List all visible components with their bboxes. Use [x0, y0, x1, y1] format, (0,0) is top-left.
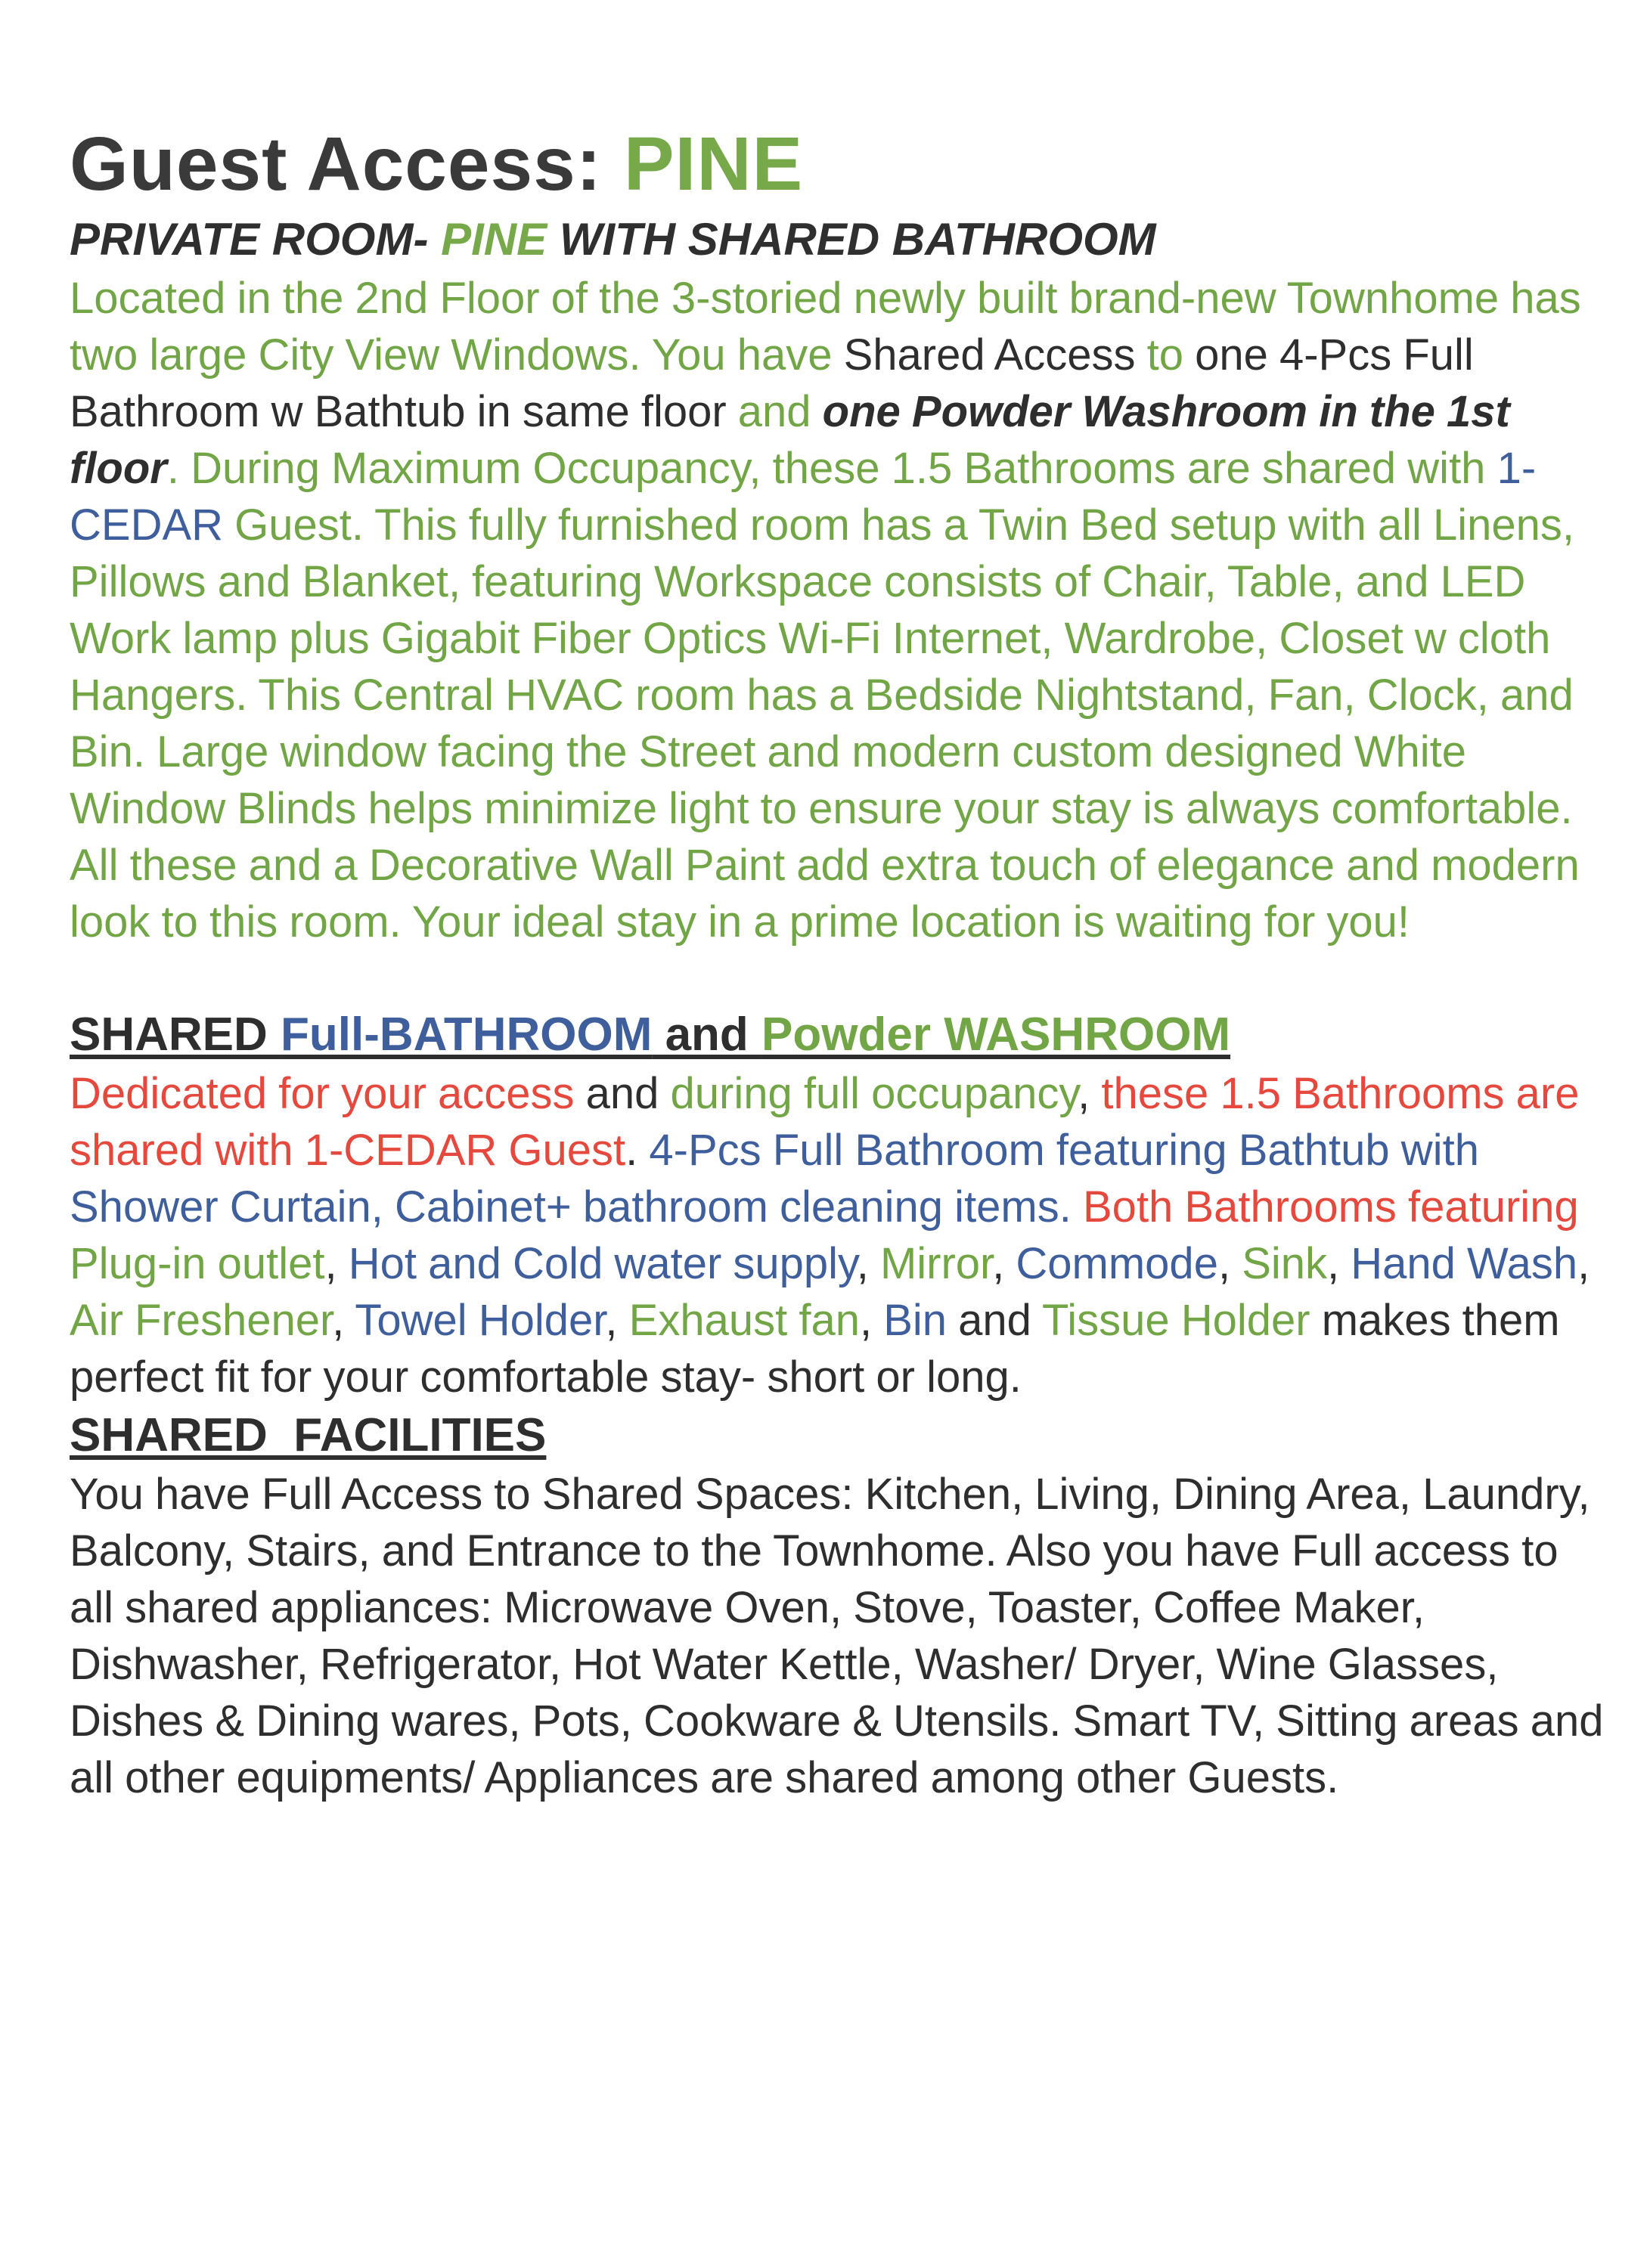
bath-text-18: , [1217, 1239, 1242, 1288]
subtitle-part-b: WITH SHARED BATHROOM [547, 214, 1156, 265]
bath-text-28: , [859, 1296, 884, 1345]
title-room-name: PINE [623, 122, 804, 206]
section-spacer [70, 950, 1605, 1005]
page-title [70, 121, 1605, 208]
intro-text-2: to [1135, 330, 1196, 380]
bath-text-20: , [1327, 1239, 1351, 1288]
intro-text-5: Guest. This fully furnished room has a Twin Bed setup with all Linens, Pillows and Blanket, featuring Workspace consists of Chair, Table, and LED Work lamp plus Gigabit Fiber Optics Wi-Fi Internet, Wardrobe, Closet w cloth Hangers. This Central HVAC room has a Bedside Nightstand, Fan, Clock, and Bin. Large window facing the Street and modern custom designed White Window Blinds helps minimize light to ensure your stay is always comfortable. All these and a Decorative Wall Paint add extra touch of elegance and modern look to this room. Your ideal stay in a prime location is waiting for you! [70, 500, 1580, 947]
bathroom-heading [70, 1005, 1605, 1065]
bath-text-30: and [947, 1296, 1042, 1345]
bath-text-14: , [856, 1239, 880, 1288]
bath-text-27: Exhaust fan [628, 1296, 860, 1345]
intro-full-bathroom: one 4-Pcs Full Bathroom w Bathtub in same floor [70, 330, 1474, 436]
subtitle-room-name: PINE [441, 214, 547, 265]
subtitle-part-a: PRIVATE ROOM- [70, 214, 442, 265]
bathroom-heading-and: and [652, 1009, 762, 1061]
title-prefix: Guest Access: [70, 122, 624, 206]
bath-text-11: Plug-in outlet [70, 1239, 325, 1288]
bath-text-19: Sink [1242, 1239, 1328, 1288]
bath-text-1: Dedicated for your access [70, 1069, 575, 1118]
bath-text-17: Commode [1016, 1239, 1218, 1288]
bath-text-25: Towel Holder [355, 1296, 606, 1345]
bath-text-12: , [324, 1239, 349, 1288]
bath-text-13: Hot and Cold water supply [348, 1239, 857, 1288]
bath-text-15: Mirror [879, 1239, 993, 1288]
bath-text-3: during full occupancy [670, 1069, 1078, 1118]
intro-shared-access: Shared Access [843, 330, 1136, 380]
intro-text-1: Located in the 2nd Floor of the 3-storied newly built brand-new Townhome has two large City View Windows. You have [70, 274, 1581, 380]
facilities-heading: SHARED FACILITIES [70, 1409, 547, 1461]
intro-powder-washroom: one Powder Washroom in the 1st floor [70, 387, 1510, 493]
bath-text-23: Air Freshener [70, 1296, 333, 1345]
bathroom-heading-powder: Powder WASHROOM [761, 1009, 1231, 1061]
bath-text-16: , [992, 1239, 1016, 1288]
bath-text-7: 4-Pcs Full Bathroom featuring Bathtub with Shower Curtain, Cabinet+ bathroom cleaning items. [70, 1126, 1479, 1232]
bath-text-9: Both Bathrooms featuring [1083, 1182, 1579, 1232]
bath-text-31: Tissue Holder [1041, 1296, 1310, 1345]
bath-text-8 [1072, 1182, 1083, 1232]
bathroom-heading-shared: SHARED [70, 1009, 281, 1061]
facilities-description: You have Full Access to Shared Spaces: Kitchen, Living, Dining Area, Laundry, Balcony, Stairs, and Entrance to the Townhome. Also you have Full access to all shared appliances: Microwave Oven, Stove, Toaster, Coffee Maker, Dishwasher, Refrigerator, Hot Water Kettle, Washer/ Dryer, Wine Glasses, Dishes & Dining wares, Pots, Cookware & Utensils. Smart TV, Sitting areas and all other equipments/ Appliances are shared among other Guests. [70, 1470, 1604, 1802]
bathroom-description [70, 1065, 1612, 1405]
page-subtitle [70, 212, 1605, 267]
bathroom-heading-full: Full-BATHROOM [281, 1009, 653, 1061]
room-description [70, 270, 1612, 950]
intro-text-3: and [726, 387, 823, 436]
bath-text-4: , [1078, 1069, 1102, 1118]
bath-text-22: , [1577, 1239, 1590, 1288]
intro-cedar: 1-CEDAR [70, 444, 1537, 550]
bath-text-24: , [332, 1296, 355, 1345]
bath-text-2: and [574, 1069, 671, 1118]
bath-text-21: Hand Wash [1351, 1239, 1578, 1288]
intro-text-4: . During Maximum Occupancy, these 1.5 Bathrooms are shared with [166, 444, 1497, 493]
bath-text-26: , [605, 1296, 629, 1345]
bath-text-5: these 1.5 Bathrooms are shared with 1-CEDAR Guest [70, 1069, 1580, 1175]
bath-text-29: Bin [883, 1296, 948, 1345]
bath-text-6: . [625, 1126, 650, 1175]
bath-text-32: makes them perfect fit for your comfortable stay- short or long. [70, 1296, 1560, 1402]
